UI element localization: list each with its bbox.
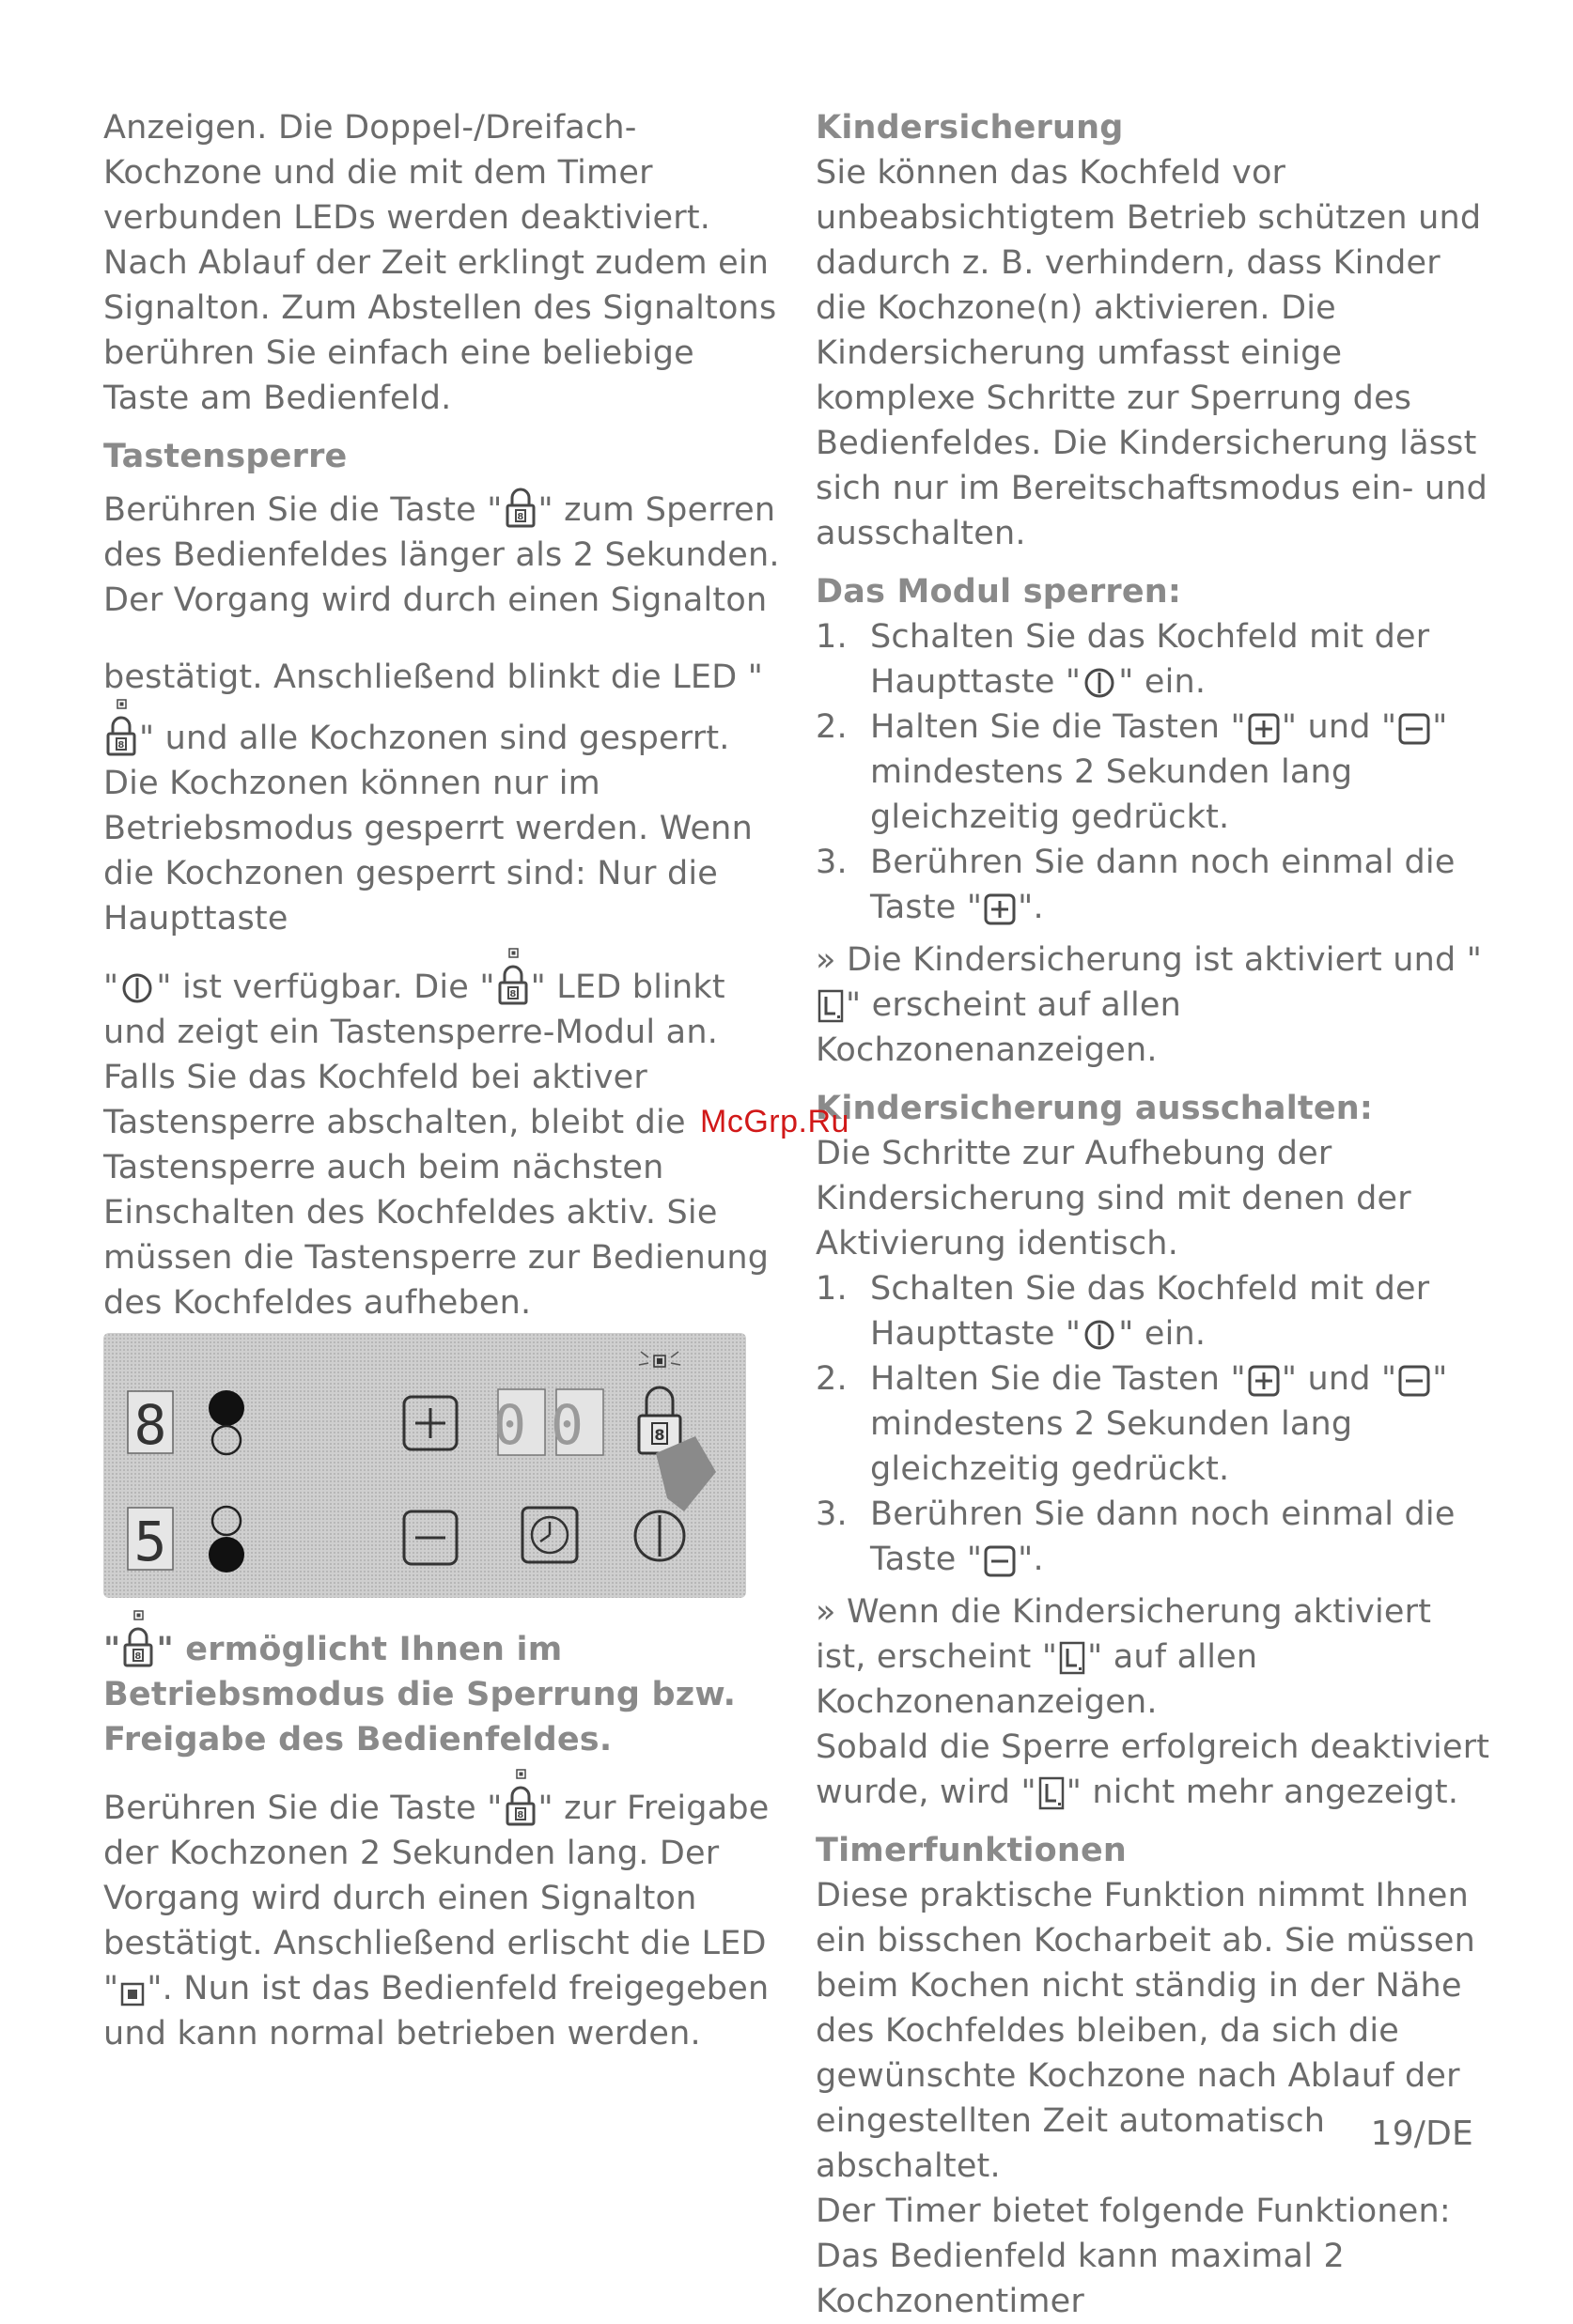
svg-text:8: 8: [134, 1651, 143, 1662]
svg-text:8: 8: [654, 1426, 665, 1444]
left-column: [103, 105, 789, 2056]
paragraph: » Die Kindersicherung ist aktiviert und " " erscheint auf allen Kochzonenanzeigen.: [816, 941, 1483, 1069]
list-item: 1. Schalten Sie das Kochfeld mit der Haupttaste " " ein.: [816, 1270, 1430, 1353]
paragraph: Sie können das Kochfeld vor unbeabsichtigtem Betrieb schützen und dadurch z. B. verhindern, dass Kinder die Kochzone(n) aktivieren. Die Kindersicherung umfasst einige komplexe Schritte zur Sperrung des Bedienfeldes. Die Kindersicherung lässt sich nur im Bereitschaftsmodus ein- und ausschalten.: [816, 154, 1488, 552]
power-icon: [120, 971, 154, 1005]
watermark: McGrp.Ru: [700, 1104, 849, 1139]
led-filled: [209, 1390, 244, 1426]
minus-icon: [1398, 713, 1430, 745]
svg-text:8: 8: [117, 740, 125, 751]
lock-led-icon: [639, 1352, 680, 1453]
list-item: 3. Berühren Sie dann noch einmal die Taste " ".: [816, 844, 1456, 926]
paragraph: Diese praktische Funktion nimmt Ihnen ein bisschen Kocharbeit ab. Sie müssen beim Kochen nicht ständig in der Nähe des Kochfeldes bleiben, da sich die gewünschte Kochzone nach Ablauf der eingestellten Zeit automatisch abschaltet.: [816, 1877, 1476, 2185]
control-panel-illustration: [103, 1333, 746, 1598]
paragraph: » Wenn die Kindersicherung aktiviert ist, erscheint " " auf allen Kochzonenanzeigen.: [816, 1593, 1432, 1721]
timer-icon: [522, 1508, 577, 1562]
paragraph: Der Timer bietet folgende Funktionen: Das Bedienfeld kann maximal 2 Kochzonentimer: [816, 2192, 1451, 2320]
lock-led-icon: [122, 1611, 154, 1667]
list-item: 3. Berühren Sie dann noch einmal die Taste " ".: [816, 1495, 1456, 1578]
heading-modul-sperren: Das Modul sperren:: [816, 573, 1182, 611]
heading-timerfunktionen: Timerfunktionen: [816, 1832, 1128, 1869]
right-column: [816, 105, 1492, 2324]
lock-led-icon: [497, 949, 529, 1005]
zone-display-top-digit: 8: [133, 1393, 167, 1457]
child-lock-l-icon: [1038, 1776, 1065, 1810]
list-item: 2. Halten Sie die Tasten " " und " " mindestens 2 Sekunden lang gleichzeitig gedrückt.: [816, 708, 1448, 836]
child-lock-l-icon: [1059, 1641, 1085, 1675]
plus-icon: [1248, 713, 1280, 745]
paragraph: Berühren Sie die Taste " 8 " zum Sperren des Bedienfeldes länger als 2 Sekunden. Der Vorgang wird durch einen Signalton: [103, 487, 789, 623]
svg-text:8: 8: [516, 1810, 524, 1820]
paragraph: Sobald die Sperre erfolgreich deaktiviert wurde, wird " " nicht mehr angezeigt.: [816, 1728, 1490, 1811]
led-empty: [212, 1426, 241, 1454]
power-icon: [1082, 666, 1116, 700]
plus-icon: [1248, 1365, 1280, 1397]
minus-icon: [984, 1545, 1016, 1577]
led-square-icon: [120, 1982, 145, 2006]
paragraph: bestätigt. Anschließend blinkt die LED " 8 " und alle Kochzonen sind gesperrt.: [103, 658, 764, 757]
svg-text:8: 8: [509, 989, 517, 999]
paragraph: Nach Ablauf der Zeit erklingt zudem ein Signalton. Zum Abstellen des Signaltons berühren Sie einfach eine beliebige Taste am Bedienfeld.: [103, 244, 777, 417]
lock-led-icon: [105, 700, 137, 756]
heading-tastensperre: Tastensperre: [103, 438, 348, 475]
list-item: 1. Schalten Sie das Kochfeld mit der Haupttaste " " ein.: [816, 618, 1430, 701]
paragraph: " " ist verfügbar. Die " 8 " LED blinkt und zeigt ein Tastensperre-Modul an. Falls Sie das Kochfeld bei aktiver Tastensperre abschalten, bleibt die Tastensperre auch beim nächsten Einschalten des Kochfeldes aktiv. Sie müssen die Tastensperre zur Bedienung des Kochfeldes aufheben.: [103, 949, 789, 1325]
led-filled: [209, 1537, 244, 1573]
plus-icon: [984, 893, 1016, 925]
lock-icon: [505, 487, 537, 528]
lock-led-icon: [505, 1770, 537, 1826]
power-icon: [1082, 1318, 1116, 1352]
led-empty: [212, 1507, 241, 1535]
heading-kindersicherung: Kindersicherung: [816, 109, 1124, 147]
timer-display: 00: [493, 1393, 608, 1457]
child-lock-l-icon: [818, 989, 844, 1023]
bold-note: " 8 " ermöglicht Ihnen im Betriebsmodus die Sperrung bzw. Freigabe des Bedienfeldes.: [103, 1611, 789, 1762]
paragraph: Berühren Sie die Taste " 8 " zur Freigabe der Kochzonen 2 Sekunden lang. Der Vorgang wird durch einen Signalton bestätigt. Anschließend erlischt die LED " ". Nun ist das Bedienfeld freigegeben und kann normal betrieben werden.: [103, 1770, 789, 2056]
minus-icon: [1398, 1365, 1430, 1397]
heading-kindersicherung-ausschalten: Kindersicherung ausschalten:: [816, 1090, 1374, 1127]
page-number: 19/DE: [1370, 2115, 1473, 2153]
paragraph: Die Schritte zur Aufhebung der Kindersicherung sind mit denen der Aktivierung identisch.: [816, 1135, 1411, 1263]
paragraph: Die Kochzonen können nur im Betriebsmodus gesperrt werden. Wenn die Kochzonen gesperrt sind: Nur die Haupttaste: [103, 765, 753, 937]
zone-display-bottom-digit: 5: [133, 1510, 167, 1573]
list-item: 2. Halten Sie die Tasten " " und " " mindestens 2 Sekunden lang gleichzeitig gedrückt.: [816, 1360, 1448, 1488]
paragraph: Anzeigen. Die Doppel-/Dreifach-Kochzone und die mit dem Timer verbunden LEDs werden deaktiviert.: [103, 109, 711, 237]
svg-text:8: 8: [516, 512, 524, 522]
power-icon: [635, 1511, 684, 1560]
